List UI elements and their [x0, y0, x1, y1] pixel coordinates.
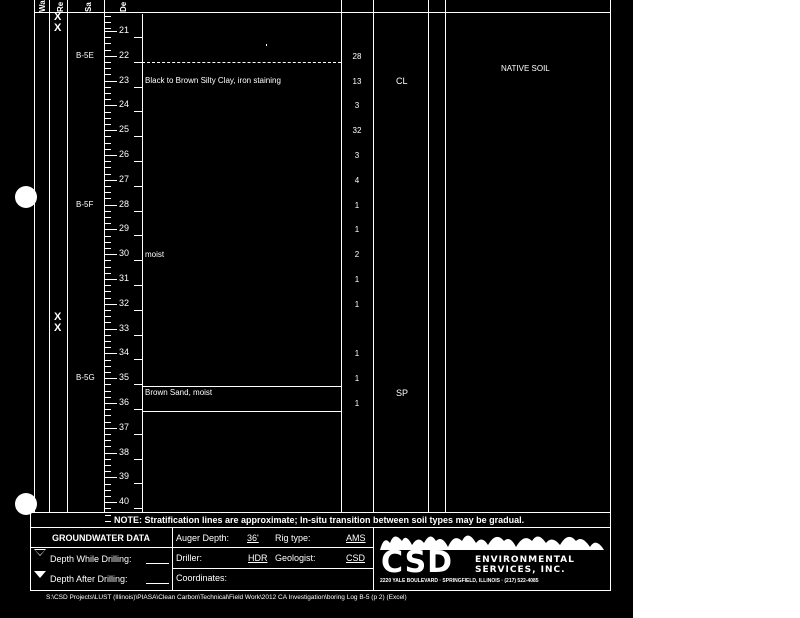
depth-right-tick: [134, 37, 142, 38]
depth-minor-tick: [105, 372, 111, 373]
blow-count: 3: [354, 101, 360, 110]
depth-minor-tick: [105, 248, 111, 249]
header-water: Wa: [38, 0, 47, 12]
depth-minor-tick: [105, 112, 111, 113]
depth-minor-tick: [105, 149, 111, 150]
depth-minor-tick: [105, 341, 111, 342]
depth-minor-tick: [105, 316, 111, 317]
col-line: [610, 0, 611, 590]
depth-minor-tick: [105, 490, 111, 491]
depth-major-tick: [105, 502, 117, 503]
depth-minor-tick: [105, 496, 111, 497]
sample-id: B-5E: [76, 51, 94, 60]
depth-right-tick: [134, 409, 142, 410]
depth-label: 31: [119, 273, 130, 283]
driller-value: HDR: [248, 553, 268, 563]
speck: [266, 44, 267, 46]
depth-minor-tick: [105, 397, 111, 398]
depth-minor-tick: [105, 434, 111, 435]
depth-right-tick: [134, 161, 142, 162]
depth-minor-tick: [105, 285, 111, 286]
blow-count: 1: [354, 399, 360, 408]
water-level-open-icon-inner: [35, 550, 45, 555]
blow-count: 3: [354, 151, 360, 160]
blow-count: 1: [354, 225, 360, 234]
company-logo: [376, 529, 608, 589]
depth-minor-tick: [105, 50, 111, 51]
col-line: [373, 0, 374, 512]
depth-major-tick: [105, 205, 117, 206]
desc-sand: Brown Sand, moist: [145, 388, 213, 397]
depth-minor-tick: [105, 28, 111, 29]
recovery-x-mark: X: [54, 322, 62, 334]
depth-label: 30: [119, 248, 130, 258]
depth-minor-tick: [105, 124, 111, 125]
recovery-x-mark: X: [54, 22, 62, 34]
recovery-x-mark: X: [54, 11, 62, 23]
depth-minor-tick: [105, 236, 111, 237]
depth-minor-tick: [105, 471, 111, 472]
depth-label: 36: [119, 397, 130, 407]
groundwater-title: GROUNDWATER DATA: [52, 533, 150, 543]
depth-right-tick: [134, 211, 142, 212]
blow-count: 2: [354, 250, 360, 259]
bottom-col-line: [373, 527, 374, 590]
depth-minor-tick: [105, 16, 111, 17]
depth-right-tick: [134, 136, 142, 137]
blow-count: 28: [352, 52, 362, 61]
depth-minor-tick: [105, 310, 111, 311]
depth-major-tick: [105, 403, 117, 404]
recovery-x-mark: X: [54, 311, 62, 323]
depth-minor-tick: [105, 74, 111, 75]
depth-right-tick: [134, 260, 142, 261]
depth-minor-tick: [105, 366, 111, 367]
depth-right-tick: [134, 62, 142, 63]
logo-letters: CSD: [381, 545, 454, 580]
depth-label: 22: [119, 50, 130, 60]
depth-label: 33: [119, 323, 130, 333]
company-name-line2: SERVICES, INC.: [475, 565, 566, 575]
depth-major-tick: [105, 453, 117, 454]
depth-major-tick: [105, 254, 117, 255]
depth-major-tick: [105, 155, 117, 156]
depth-minor-tick: [105, 440, 111, 441]
header-recovery: Re: [56, 1, 65, 12]
depth-minor-tick: [105, 484, 111, 485]
col-line: [104, 0, 105, 512]
depth-minor-tick: [105, 174, 111, 175]
note-text: NOTE: Stratification lines are approximate; In-situ transition between soil types may be gradual.: [114, 515, 525, 525]
coordinates-label: Coordinates:: [176, 573, 228, 583]
auger-depth-value: 36': [247, 533, 259, 543]
blow-count: 13: [352, 77, 362, 86]
binder-hole: [15, 493, 37, 515]
strat-line: [142, 386, 341, 387]
depth-minor-tick: [105, 322, 111, 323]
depth-after-drilling-value-line: [146, 583, 169, 584]
uscs-sp: SP: [396, 388, 409, 398]
frame-line: [30, 512, 31, 590]
depth-right-tick: [134, 434, 142, 435]
depth-label: 35: [119, 372, 130, 382]
depth-minor-tick: [105, 68, 111, 69]
depth-minor-tick: [105, 186, 111, 187]
depth-label: 38: [119, 447, 130, 457]
depth-label: 29: [119, 223, 130, 233]
header-sample: Sa: [84, 2, 93, 12]
col-line: [67, 0, 68, 512]
depth-minor-tick: [105, 335, 111, 336]
depth-major-tick: [105, 31, 117, 32]
water-level-filled-icon: [34, 571, 46, 578]
depth-label: 24: [119, 99, 130, 109]
depth-minor-tick: [105, 118, 111, 119]
depth-label: 40: [119, 496, 130, 506]
depth-major-tick: [105, 279, 117, 280]
depth-minor-tick: [105, 409, 111, 410]
depth-major-tick: [105, 304, 117, 305]
depth-right-tick: [134, 384, 142, 385]
sample-id: B-5F: [76, 200, 94, 209]
depth-minor-tick: [105, 422, 111, 423]
depth-major-tick: [105, 353, 117, 354]
depth-minor-tick: [105, 37, 111, 38]
depth-major-tick: [105, 378, 117, 379]
depth-minor-tick: [105, 223, 111, 224]
depth-minor-tick: [105, 242, 111, 243]
depth-minor-tick: [105, 521, 111, 522]
depth-right-tick: [134, 359, 142, 360]
depth-minor-tick: [105, 446, 111, 447]
depth-minor-tick: [105, 198, 111, 199]
depth-label: 21: [119, 25, 130, 35]
depth-label: 34: [119, 347, 130, 357]
depth-minor-tick: [105, 465, 111, 466]
auger-depth-label: Auger Depth:: [176, 533, 230, 543]
drill-line: [172, 568, 373, 569]
depth-while-drilling-label: Depth While Drilling:: [50, 554, 132, 564]
depth-minor-tick: [105, 211, 111, 212]
file-path: S:\CSD Projects\LUST (Illinois)\PIASA\Clean Carbon\Technical\Field Work\2012 CA Investigation\boring Log B-5 (p 2) (Excel): [46, 594, 407, 601]
sample-id: B-5G: [76, 373, 95, 382]
blow-count: 4: [354, 176, 360, 185]
geologist-value: CSD: [346, 553, 366, 563]
depth-minor-tick: [105, 360, 111, 361]
depth-major-tick: [105, 229, 117, 230]
blow-count: 1: [354, 300, 360, 309]
depth-right-tick: [134, 483, 142, 484]
depth-minor-tick: [105, 291, 111, 292]
depth-label: 39: [119, 471, 130, 481]
depth-major-tick: [105, 428, 117, 429]
note-line: [30, 527, 611, 528]
depth-right-tick: [134, 111, 142, 112]
depth-minor-tick: [105, 192, 111, 193]
depth-label: 27: [119, 174, 130, 184]
binder-hole: [15, 186, 37, 208]
desc-moist: moist: [145, 250, 165, 259]
depth-right-tick: [134, 87, 142, 88]
depth-right-tick: [134, 235, 142, 236]
depth-minor-tick: [105, 93, 111, 94]
depth-minor-tick: [105, 384, 111, 385]
depth-minor-tick: [105, 161, 111, 162]
depth-minor-tick: [105, 273, 111, 274]
depth-major-tick: [105, 180, 117, 181]
depth-minor-tick: [105, 99, 111, 100]
depth-while-drilling-value-line: [146, 563, 169, 564]
remark-native-soil: NATIVE SOIL: [501, 64, 550, 73]
depth-minor-tick: [105, 260, 111, 261]
depth-minor-tick: [105, 459, 111, 460]
depth-minor-tick: [105, 515, 111, 516]
depth-minor-tick: [105, 43, 111, 44]
depth-major-tick: [105, 81, 117, 82]
blow-count: 1: [354, 201, 360, 210]
geologist-label: Geologist:: [275, 553, 316, 563]
depth-minor-tick: [105, 347, 111, 348]
depth-label: 25: [119, 124, 130, 134]
desc-clay: Black to Brown Silty Clay, iron staining: [145, 76, 281, 85]
drill-line: [172, 547, 373, 548]
depth-major-tick: [105, 329, 117, 330]
depth-after-drilling-label: Depth After Drilling:: [50, 574, 128, 584]
bottom-col-line: [172, 527, 173, 590]
rig-type-label: Rig type:: [275, 533, 311, 543]
header-depth: De: [119, 1, 128, 12]
depth-right-tick: [134, 310, 142, 311]
depth-label: 28: [119, 199, 130, 209]
depth-label: 23: [119, 75, 130, 85]
depth-minor-tick: [105, 391, 111, 392]
strat-line: [142, 411, 341, 412]
depth-right-tick: [134, 335, 142, 336]
bottom-line: [30, 590, 611, 591]
blow-count: 32: [352, 126, 362, 135]
depth-label: 32: [119, 298, 130, 308]
gw-line: [30, 547, 173, 548]
depth-minor-tick: [105, 267, 111, 268]
depth-right-tick: [134, 285, 142, 286]
depth-label: 37: [119, 422, 130, 432]
col-line: [49, 0, 50, 512]
company-name-line1: ENVIRONMENTAL: [475, 555, 575, 565]
blow-count: 1: [354, 275, 360, 284]
depth-major-tick: [105, 105, 117, 106]
depth-label: 26: [119, 149, 130, 159]
depth-minor-tick: [105, 62, 111, 63]
col-line: [34, 0, 35, 512]
depth-scale-line: [142, 14, 143, 512]
depth-minor-tick: [105, 143, 111, 144]
depth-right-tick: [134, 508, 142, 509]
depth-minor-tick: [105, 136, 111, 137]
note-line: [30, 512, 611, 513]
blow-count: 1: [354, 349, 360, 358]
depth-minor-tick: [105, 167, 111, 168]
depth-minor-tick: [105, 298, 111, 299]
depth-minor-tick: [105, 87, 111, 88]
depth-major-tick: [105, 130, 117, 131]
company-address: 2220 YALE BOULEVARD · SPRINGFIELD, ILLINOIS · (217) 522-4085: [380, 578, 539, 584]
header-line: [34, 12, 611, 13]
col-line: [428, 0, 429, 512]
col-line: [445, 0, 446, 512]
uscs-cl: CL: [396, 76, 408, 86]
depth-minor-tick: [105, 22, 111, 23]
rig-type-value: AMS: [346, 533, 366, 543]
depth-right-tick: [134, 459, 142, 460]
depth-minor-tick: [105, 217, 111, 218]
depth-major-tick: [105, 477, 117, 478]
depth-minor-tick: [105, 415, 111, 416]
depth-major-tick: [105, 56, 117, 57]
depth-right-tick: [134, 186, 142, 187]
driller-label: Driller:: [176, 553, 202, 563]
depth-minor-tick: [105, 508, 111, 509]
blow-count: 1: [354, 374, 360, 383]
strat-line-dashed: [142, 62, 341, 64]
